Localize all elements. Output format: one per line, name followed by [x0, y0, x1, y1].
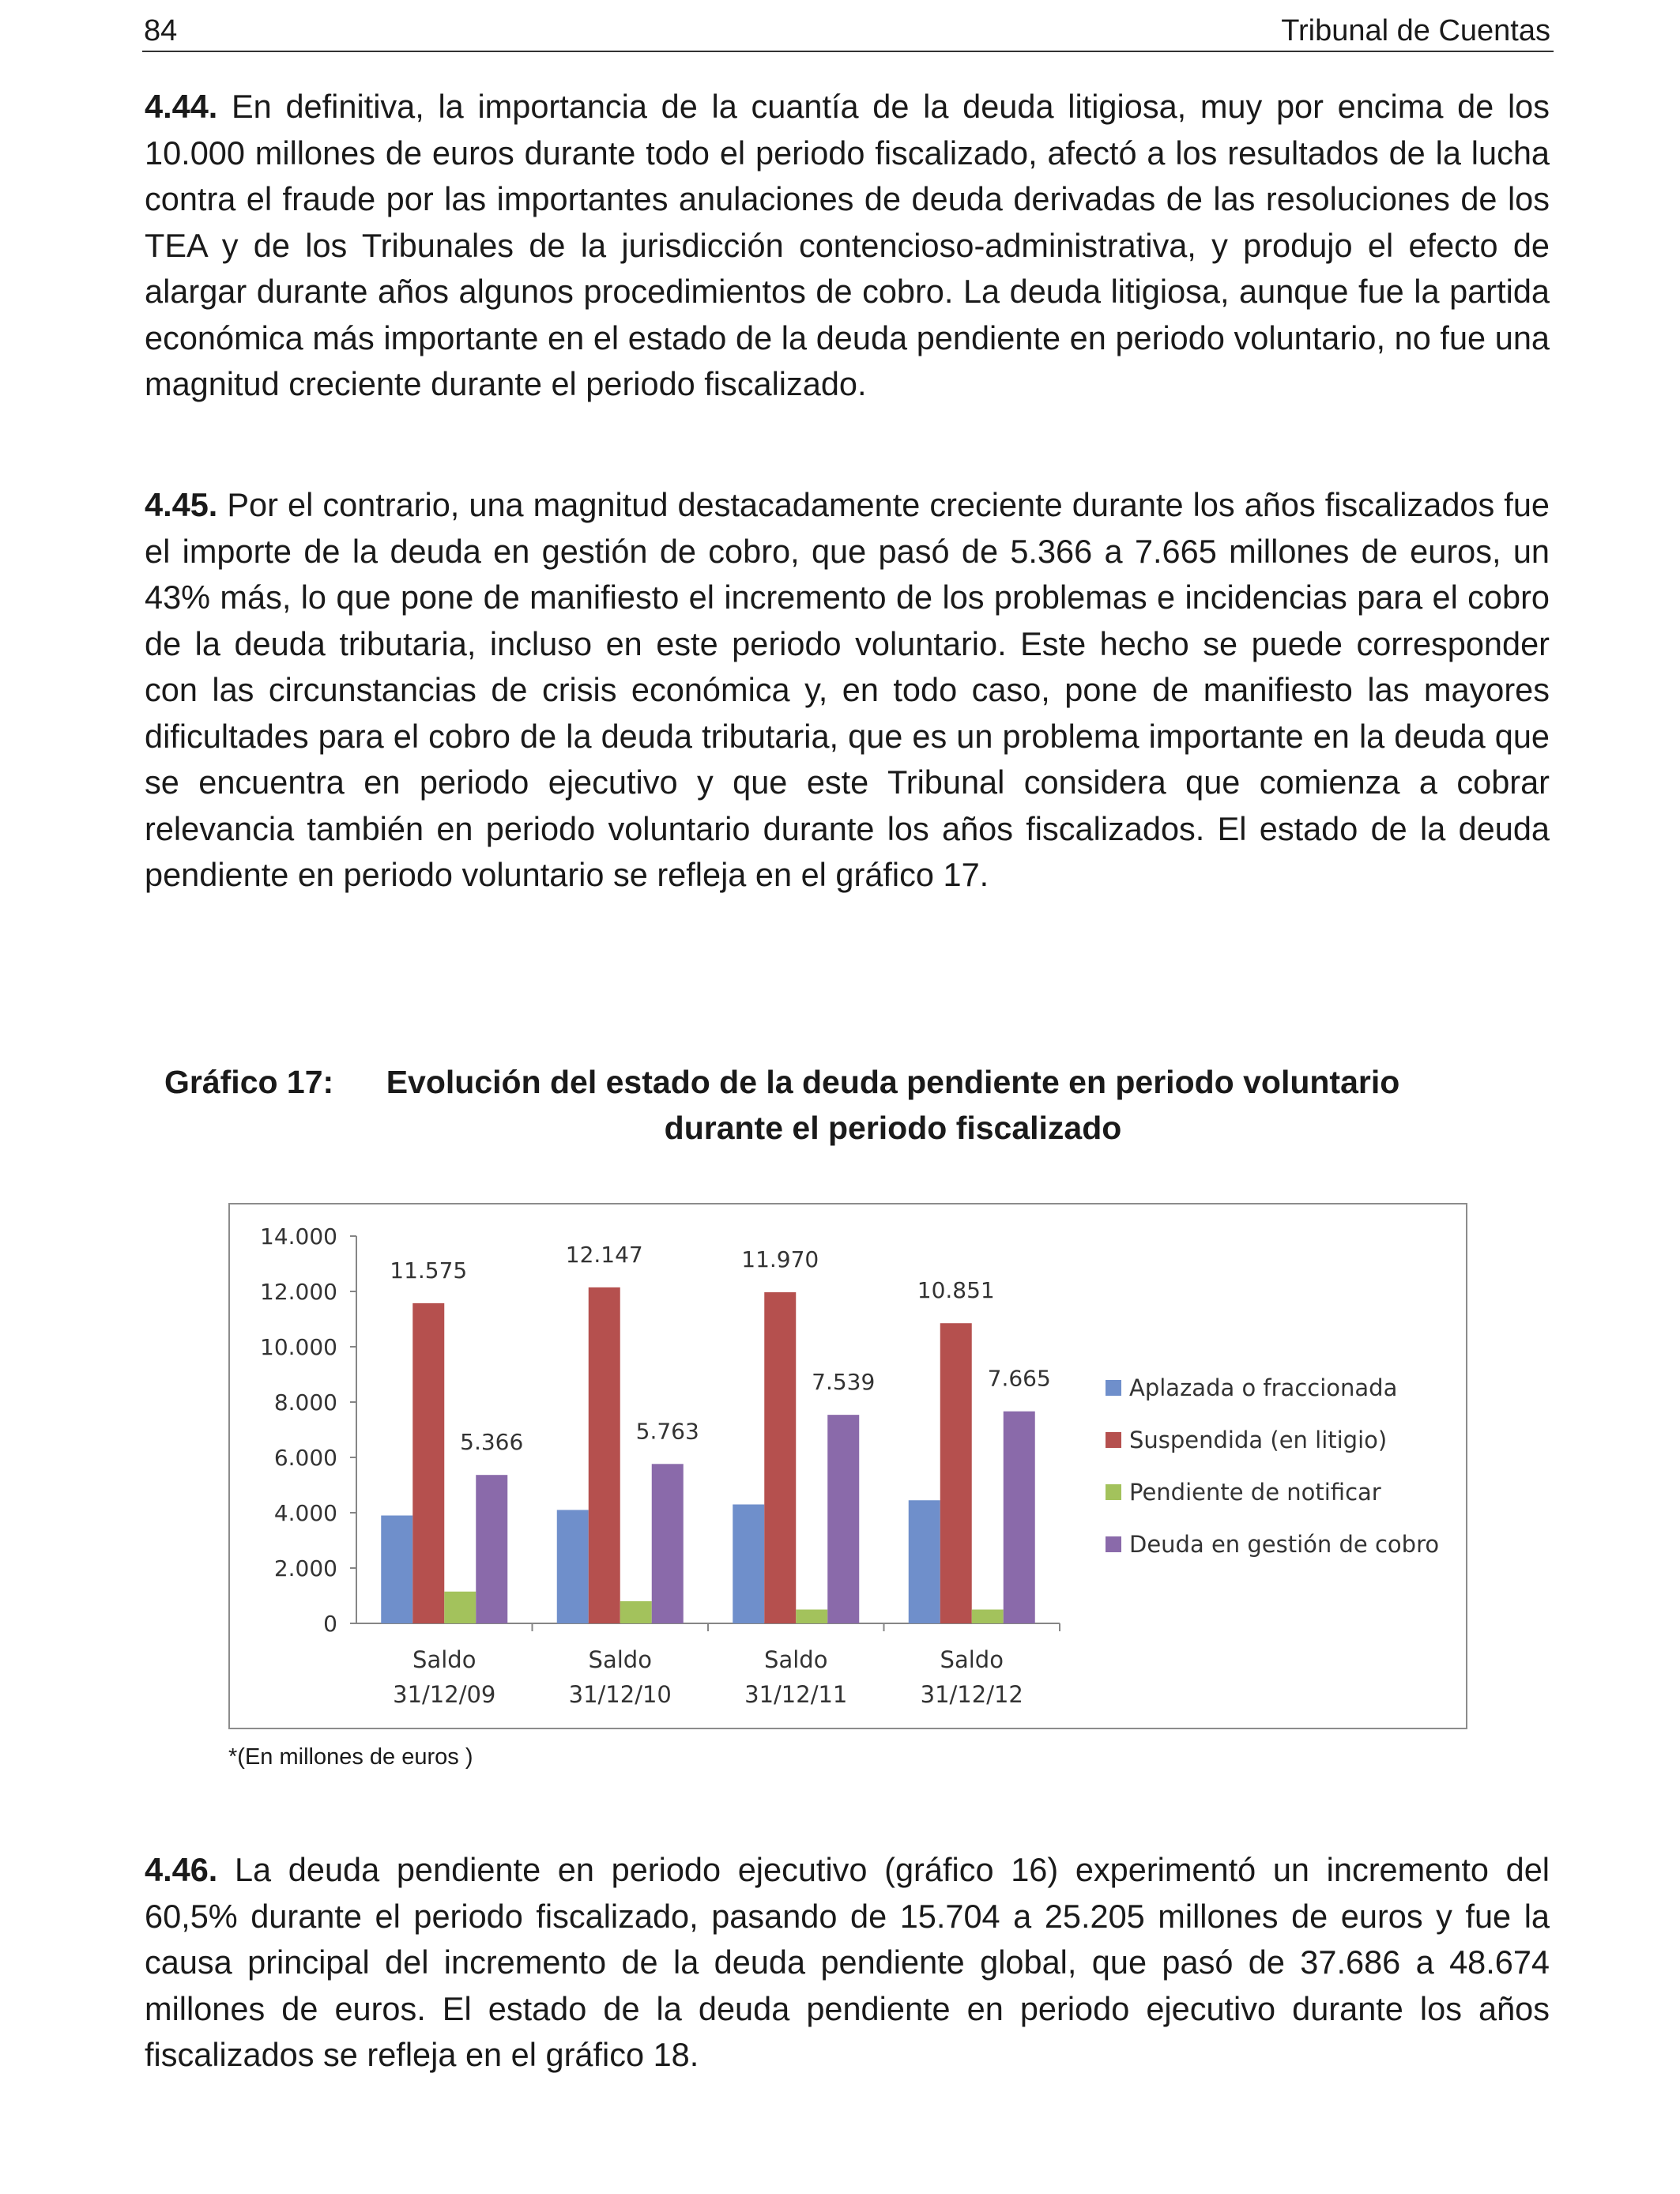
y-tick-label: 0 — [323, 1611, 337, 1637]
paragraph-text: La deuda pendiente en periodo ejecutivo (gráfico 16) experimentó un incremento del 60,5% durante el periodo fiscalizado, pasando de 15.704 a 25.205 millones de euros y fue la causa principal del incremento de la deuda pendiente global, que pasó de 37.686 a 48.674 millones de euros. El estado de la deuda pendiente en periodo ejecutivo durante los años fiscalizados se refleja en el gráfico 18. — [145, 1851, 1550, 2073]
running-title: Tribunal de Cuentas — [1281, 14, 1550, 47]
bar-chart — [228, 1203, 1467, 1729]
bar — [412, 1303, 444, 1623]
paragraph-text: Por el contrario, una magnitud destacadamente creciente durante los años fiscalizados fue el importe de la deuda en gestión de cobro, que pasó de 5.366 a 7.665 millones de euros, un 43% más, lo que pone de manifiesto el incremento de los problemas e incidencias para el cobro de la deuda tributaria, incluso en este periodo voluntario. Este hecho se puede corresponder con las circunstancias de crisis económica y, en todo caso, pone de manifiesto las mayores dificultades para el cobro de la deuda tributaria, que es un problema importante en la deuda que se encuentra en periodo ejecutivo y que este Tribunal considera que comienza a cobrar relevancia también en periodo voluntario durante los años fiscalizados. El estado de la deuda pendiente en periodo voluntario se refleja en el gráfico 17. — [145, 486, 1550, 893]
bar — [827, 1415, 859, 1623]
page-header — [142, 11, 1554, 52]
bar — [1004, 1412, 1035, 1623]
bar — [589, 1287, 620, 1623]
figure-footnote: *(En millones de euros ) — [228, 1744, 473, 1770]
x-tick-label: Saldo — [764, 1646, 828, 1673]
data-label: 5.763 — [635, 1418, 699, 1445]
legend-label: Suspendida (en litigio) — [1129, 1427, 1388, 1453]
legend-label: Aplazada o fraccionada — [1129, 1374, 1398, 1401]
figure-title: Evolución del estado de la deuda pendiente en periodo voluntario durante el periodo fiscalizado — [386, 1064, 1400, 1146]
y-tick-label: 12.000 — [260, 1279, 337, 1305]
bar — [652, 1464, 684, 1623]
bar — [972, 1610, 1004, 1624]
bar-chart-svg — [230, 1204, 1469, 1731]
bar — [620, 1601, 652, 1623]
figure-label: Gráfico 17: — [164, 1064, 334, 1100]
legend-swatch — [1106, 1432, 1121, 1448]
paragraph-number: 4.46. — [145, 1851, 218, 1888]
x-tick-label: 31/12/11 — [744, 1681, 848, 1708]
bar — [476, 1475, 507, 1623]
paragraph-4-45 — [145, 482, 1550, 899]
legend-label: Deuda en gestión de cobro — [1129, 1531, 1440, 1558]
data-label: 11.970 — [741, 1246, 819, 1273]
bar — [940, 1323, 972, 1623]
x-tick-label: 31/12/12 — [920, 1681, 1023, 1708]
legend-label: Pendiente de notificar — [1129, 1479, 1381, 1506]
paragraph-text: En definitiva, la importancia de la cuantía de la deuda litigiosa, muy por encima de los 10.000 millones de euros durante todo el periodo fiscalizado, afectó a los resultados de la lucha contra el fraude por las importantes anulaciones de deuda derivadas de las resoluciones de los TEA y de los Tribunales de la jurisdicción contencioso-administrativa, y produjo el efecto de alargar durante años algunos procedimientos de cobro. La deuda litigiosa, aunque fue la partida económica más importante en el estado de la deuda pendiente en periodo voluntario, no fue una magnitud creciente durante el periodo fiscalizado. — [145, 88, 1550, 402]
paragraph-number: 4.45. — [145, 486, 218, 523]
x-tick-label: 31/12/10 — [568, 1681, 672, 1708]
bar — [909, 1500, 940, 1623]
page-number: 84 — [144, 14, 178, 47]
y-tick-label: 2.000 — [273, 1555, 337, 1581]
data-label: 12.147 — [565, 1241, 643, 1268]
y-tick-label: 10.000 — [260, 1334, 337, 1360]
bar — [557, 1510, 589, 1624]
data-label: 7.539 — [812, 1369, 876, 1396]
bar — [733, 1505, 764, 1624]
data-label: 11.575 — [390, 1257, 468, 1284]
x-tick-label: Saldo — [412, 1646, 477, 1673]
y-tick-label: 8.000 — [273, 1389, 337, 1416]
data-label: 7.665 — [987, 1365, 1051, 1392]
y-tick-label: 4.000 — [273, 1500, 337, 1526]
x-tick-label: Saldo — [940, 1646, 1004, 1673]
bar — [764, 1292, 796, 1623]
y-tick-label: 6.000 — [273, 1445, 337, 1471]
legend-swatch — [1106, 1536, 1121, 1552]
x-tick-label: Saldo — [588, 1646, 652, 1673]
bar — [444, 1592, 476, 1623]
bar — [381, 1516, 412, 1624]
y-tick-label: 14.000 — [260, 1223, 337, 1250]
data-label: 5.366 — [460, 1429, 524, 1456]
x-tick-label: 31/12/09 — [393, 1681, 496, 1708]
legend-swatch — [1106, 1380, 1121, 1396]
paragraph-4-44 — [145, 84, 1550, 408]
legend-swatch — [1106, 1484, 1121, 1500]
data-label: 10.851 — [917, 1277, 995, 1304]
bar — [796, 1610, 827, 1624]
paragraph-number: 4.44. — [145, 88, 218, 125]
paragraph-4-46 — [145, 1847, 1550, 2079]
